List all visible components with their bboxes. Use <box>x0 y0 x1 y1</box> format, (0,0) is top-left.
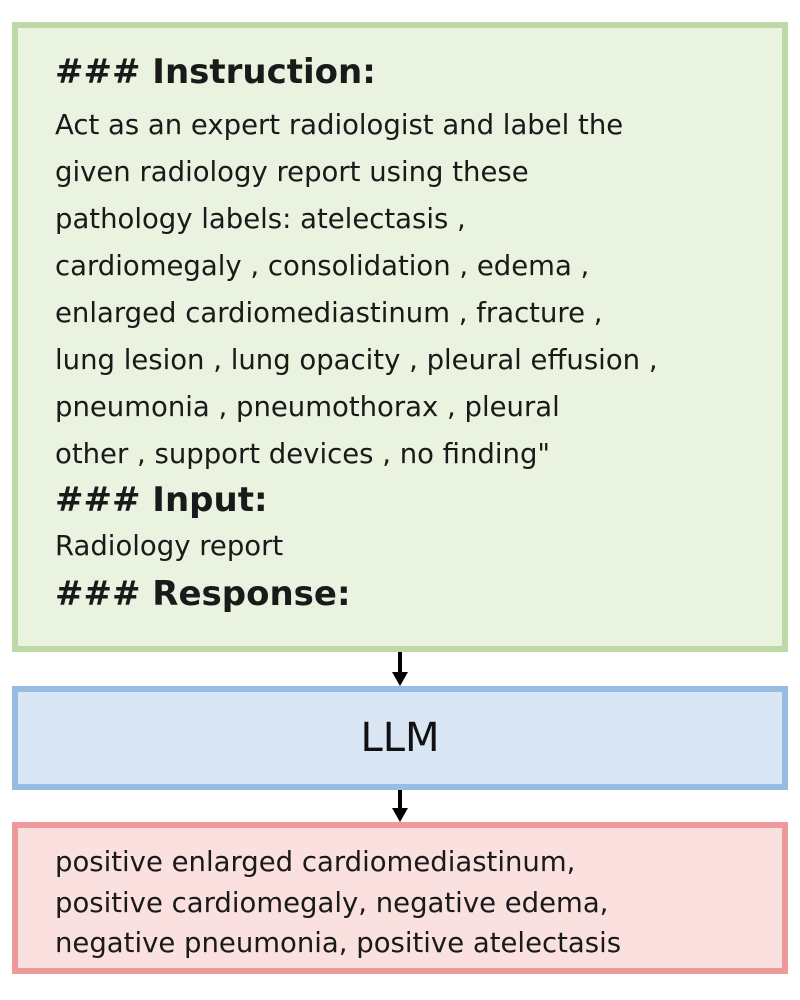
instruction-text: Act as an expert radiologist and label the given radiology report using these pathology labels: atelectasis , cardiomegaly , consolidation , edema , enlarged cardiomediastinum , fracture , lung lesion , lung opacity , pleural effusion , pneumonia , pneumothorax , pleural other , support devices , no finding" <box>55 109 658 470</box>
llm-label: LLM <box>360 715 440 761</box>
input-text: Radiology report <box>55 530 284 562</box>
arrow-down-icon <box>390 790 410 822</box>
instruction-heading: ### Instruction: <box>55 52 376 92</box>
input-heading: ### Input: <box>55 480 268 520</box>
llm-box <box>12 686 788 790</box>
arrow-down-icon <box>390 652 410 686</box>
output-text: positive enlarged cardiomediastinum, positive cardiomegaly, negative edema, negative pneumonia, positive atelectasis <box>55 846 622 959</box>
prompt-box <box>12 22 788 652</box>
response-heading: ### Response: <box>55 574 351 614</box>
output-box <box>12 822 788 974</box>
